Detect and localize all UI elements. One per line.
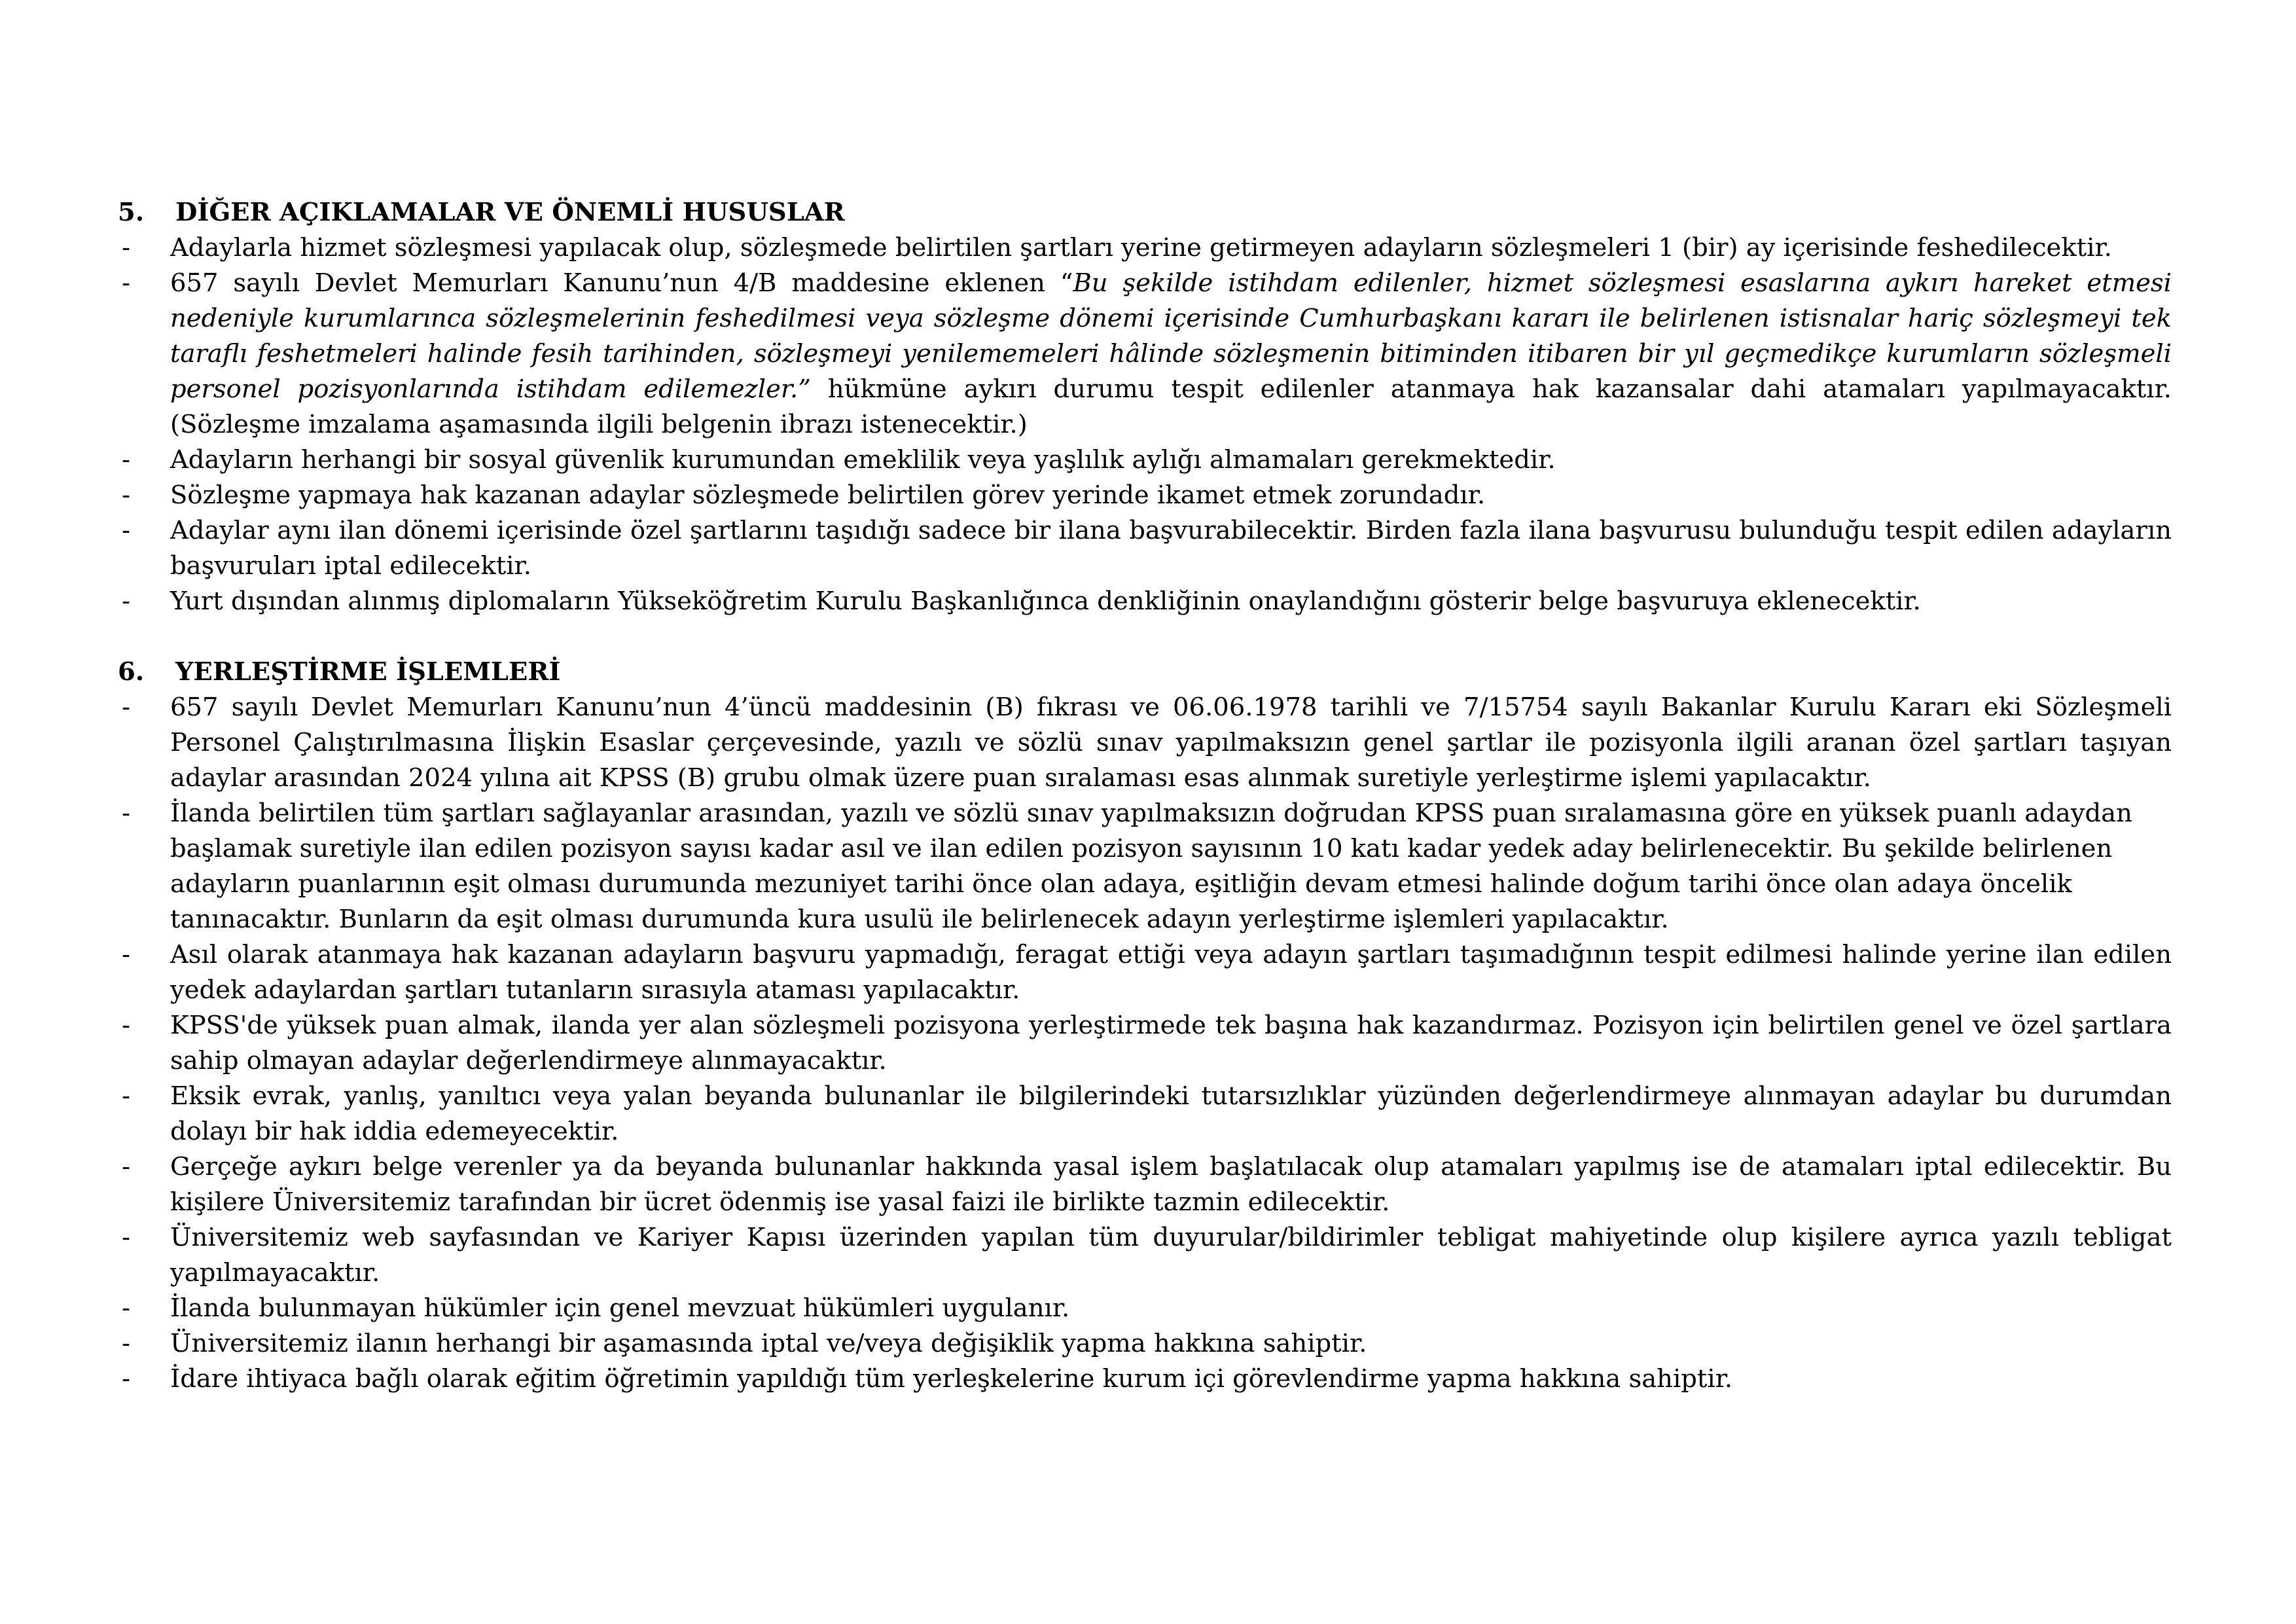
section-title: DİĞER AÇIKLAMALAR VE ÖNEMLİ HUSUSLAR [175, 198, 845, 227]
bullet-dash: - [122, 940, 131, 969]
list-item [118, 1079, 2172, 1149]
bullet-dash: - [122, 233, 131, 262]
bullet-dash: - [122, 1329, 131, 1358]
list-item [118, 266, 2172, 442]
bullet-dash: - [122, 1011, 131, 1040]
list-item [118, 1008, 2172, 1079]
section-list [118, 690, 2172, 1397]
list-item [118, 937, 2172, 1008]
bullet-dash: - [122, 1293, 131, 1323]
list-item-text: Gerçeğe aykırı belge verenler ya da beyanda bulunanlar hakkında yasal işlem başlatılacak olup atamaları yapılmış ise de atamaları iptal edilecektir. Bu kişilere Üniversitemiz tarafından bir ücret ödenmiş ise yasal faizi ile birlikte tazmin edilecektir. [170, 1152, 2172, 1217]
section-6 [118, 655, 2172, 1397]
list-item-text: Sözleşme yapmaya hak kazanan adaylar sözleşmede belirtilen görev yerinde ikamet etmek zorundadır. [170, 480, 1486, 510]
list-item [118, 1220, 2172, 1291]
section-heading [118, 655, 2172, 690]
list-item-text: Eksik evrak, yanlış, yanıltıcı veya yalan beyanda bulunanlar ile bilgilerindeki tutarsızlıklar yüzünden değerlendirmeye alınmayan adaylar bu durumdan dolayı bir hak iddia edemeyecektir. [170, 1081, 2172, 1146]
bullet-dash: - [122, 693, 131, 722]
list-item-text-italic: Bu şekilde istihdam edilenler, hizmet sözleşmesi esaslarına aykırı hareket etmesi nedeniyle kurumlarınca sözleşmelerinin feshedilmesi veya sözleşme dönemi içerisinde Cumhurbaşkanı kararı ile belirlenen istisnalar hariç sözleşmeyi tek taraflı feshetmeleri halinde fesih tarihinden, sözleşmeyi yenilememeleri hâlinde sözleşmenin bitiminden itibaren bir yıl geçmedikçe kurumların sözleşmeli personel pozisyonlarında istihdam edilemezler.” [170, 268, 2172, 404]
section-title: YERLEŞTİRME İŞLEMLERİ [175, 657, 561, 687]
bullet-dash: - [122, 480, 131, 510]
list-item-text: İlanda belirtilen tüm şartları sağlayanlar arasından, yazılı ve sözlü sınav yapılmaksızın doğrudan KPSS puan sıralamasına göre en yüksek puanlı adaydan başlamak suretiyle ilan edilen pozisyon sayısı kadar asıl ve ilan edilen pozisyon sayısının 10 katı kadar yedek aday belirlenecektir. Bu şekilde belirlenen adayların puanlarının eşit olması durumunda mezuniyet tarihi önce olan adaya, eşitliğin devam etmesi halinde doğum tarihi önce olan adaya öncelik tanınacaktır. Bunların da eşit olması durumunda kura usulü ile belirlenecek adayın yerleştirme işlemleri yapılacaktır. [170, 799, 2132, 934]
list-item-text: Asıl olarak atanmaya hak kazanan adayların başvuru yapmadığı, feragat ettiği veya adayın şartları taşımadığının tespit edilmesi halinde yerine ilan edilen yedek adaylardan şartları tutanların sırasıyla ataması yapılacaktır. [170, 940, 2172, 1005]
list-item [118, 796, 2172, 937]
bullet-dash: - [122, 516, 131, 545]
list-item-text: Adaylarla hizmet sözleşmesi yapılacak olup, sözleşmede belirtilen şartları yerine getirmeyen adayların sözleşmeleri 1 (bir) ay içerisinde feshedilecektir. [170, 233, 2112, 262]
list-item-text-plain: 657 sayılı Devlet Memurları Kanunu’nun 4/B maddesine eklenen “ [170, 268, 1073, 298]
list-item-text [170, 266, 2172, 442]
bullet-dash: - [122, 445, 131, 475]
list-item [118, 584, 2172, 619]
section-number: 5. [118, 198, 145, 227]
list-item-text: Adaylar aynı ilan dönemi içerisinde özel şartlarını taşıdığı sadece bir ilana başvurabilecektir. Birden fazla ilana başvurusu bulunduğu tespit edilen adayların başvuruları iptal edilecektir. [170, 516, 2172, 581]
section-5 [118, 195, 2172, 619]
section-heading [118, 195, 2172, 230]
section-list [118, 230, 2172, 619]
bullet-dash: - [122, 1152, 131, 1182]
list-item-text: İdare ihtiyaca bağlı olarak eğitim öğretimin yapıldığı tüm yerleşkelerine kurum içi görevlendirme yapma hakkına sahiptir. [170, 1364, 1733, 1394]
list-item [118, 442, 2172, 478]
list-item-text: 657 sayılı Devlet Memurları Kanunu’nun 4’üncü maddesinin (B) fıkrası ve 06.06.1978 tarihli ve 7/15754 sayılı Bakanlar Kurulu Kararı eki Sözleşmeli Personel Çalıştırılmasına İlişkin Esaslar çerçevesinde, yazılı ve sözlü sınav yapılmaksızın genel şartlar ile pozisyonla ilgili aranan özel şartları taşıyan adaylar arasından 2024 yılına ait KPSS (B) grubu olmak üzere puan sıralaması esas alınmak suretiyle yerleştirme işlemi yapılacaktır. [170, 693, 2172, 793]
list-item [118, 1149, 2172, 1220]
list-item [118, 230, 2172, 266]
list-item-text: KPSS'de yüksek puan almak, ilanda yer alan sözleşmeli pozisyona yerleştirmede tek başına hak kazandırmaz. Pozisyon için belirtilen genel ve özel şartlara sahip olmayan adaylar değerlendirmeye alınmayacaktır. [170, 1011, 2172, 1075]
list-item [118, 1326, 2172, 1362]
bullet-dash: - [122, 799, 131, 828]
list-item-text: Adayların herhangi bir sosyal güvenlik kurumundan emeklilik veya yaşlılık aylığı almamaları gerekmektedir. [170, 445, 1556, 475]
section-number: 6. [118, 657, 145, 687]
list-item [118, 690, 2172, 796]
list-item-text: Üniversitemiz web sayfasından ve Kariyer Kapısı üzerinden yapılan tüm duyurular/bildirimler tebligat mahiyetinde olup kişilere ayrıca yazılı tebligat yapılmayacaktır. [170, 1223, 2172, 1288]
bullet-dash: - [122, 1364, 131, 1394]
list-item [118, 1291, 2172, 1326]
list-item-text: Yurt dışından alınmış diplomaların Yükseköğretim Kurulu Başkanlığınca denkliğinin onaylandığını gösterir belge başvuruya eklenecektir. [170, 586, 1921, 616]
bullet-dash: - [122, 1223, 131, 1252]
bullet-dash: - [122, 586, 131, 616]
bullet-dash: - [122, 268, 131, 298]
list-item [118, 478, 2172, 513]
list-item-text-plain: hükmüne aykırı durumu tespit edilenler atanmaya hak kazansalar dahi atamaları yapılmayacaktır. (Sözleşme imzalama aşamasında ilgili belgenin ibrazı istenecektir.) [170, 374, 2172, 439]
list-item [118, 513, 2172, 584]
list-item-text: Üniversitemiz ilanın herhangi bir aşamasında iptal ve/veya değişiklik yapma hakkına sahiptir. [170, 1329, 1367, 1358]
bullet-dash: - [122, 1081, 131, 1111]
document-page [118, 195, 2172, 1397]
list-item-text: İlanda bulunmayan hükümler için genel mevzuat hükümleri uygulanır. [170, 1293, 1070, 1323]
list-item [118, 1362, 2172, 1397]
